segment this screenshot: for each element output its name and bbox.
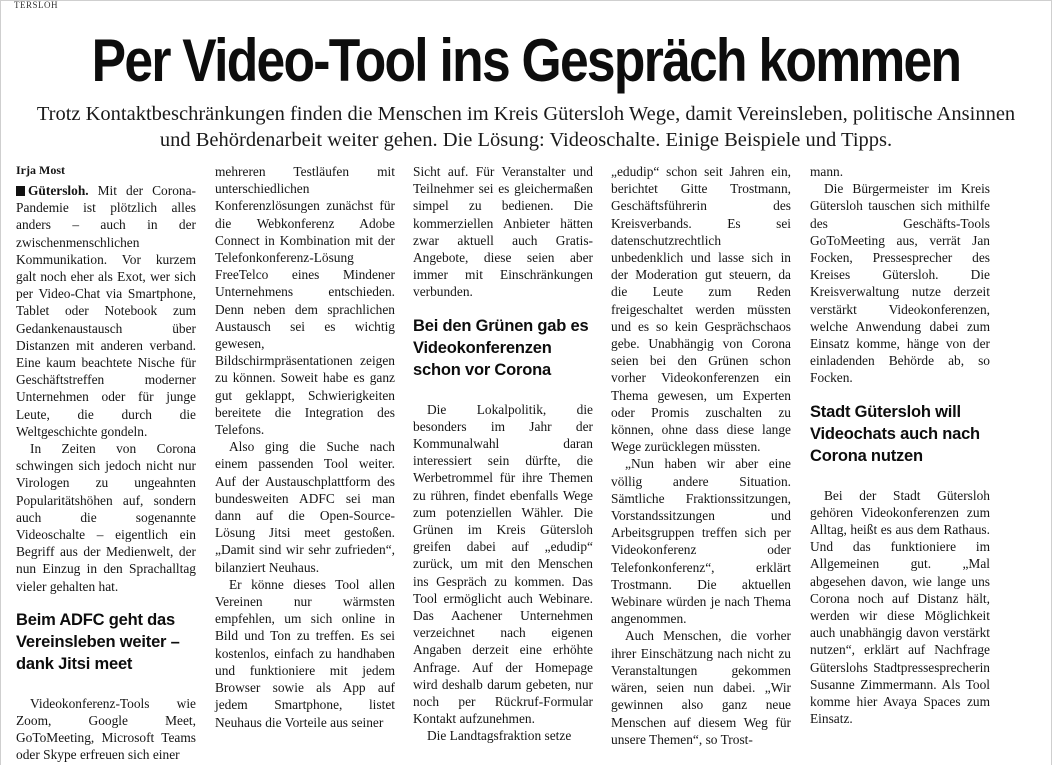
section-heading-stadt: Stadt Gütersloh will Videochats auch nach Corona nutzen bbox=[810, 402, 980, 465]
paragraph: In Zeiten von Corona schwingen sich jedoch nicht nur Virologen zu ungeahnten Popularitätshöhen auf, sondern auch die sogenannte Videoschalte – eigentlich ein Begriff aus der Medienwelt, der nun Einzug in den Sprachalltag vieler gehalten hat. bbox=[16, 441, 196, 594]
paragraph: Also ging die Suche nach einem passenden Tool weiter. Auf der Austauschplattform des bundesweiten ADFC sei man dann auf die Open-Source-Lösung Jitsi meet gestoßen. „Damit sind wir sehr zufrieden“, bilanziert Neuhaus. bbox=[215, 439, 395, 575]
section-heading-adfc: Beim ADFC geht das Vereinsleben weiter – dank Jitsi meet bbox=[16, 610, 180, 673]
section-label: TERSLOH bbox=[14, 0, 58, 10]
section-heading-gruene: Bei den Grünen gab es Videokonferenzen schon vor Corona bbox=[413, 316, 589, 379]
paragraph: Sicht auf. Für Veranstalter und Teilnehmer sei es gleichermaßen simpel zu bedienen. Die kommerziellen Anbieter hätten zwar aktuell auch Gratis-Angebote, diese seien aber immer mit Einschränkungen verbunden. bbox=[413, 164, 593, 300]
text-column-2 bbox=[215, 163, 395, 731]
paragraph: mehreren Testläufen mit unterschiedlichen Konferenzlösungen zunächst für die Webkonferenz Adobe Connect in Kombination mit der Telefonkonferenz-Lösung FreeTelco eines Mindener Unternehmens entschieden. Denn neben dem sprachlichen Austausch sei es wichtig gewesen, Bildschirmpräsentationen zeigen zu können. Soweit habe es ganz gut geklappt, Schwierigkeiten bereitete die Integration des Telefons. bbox=[215, 164, 395, 438]
paragraph: Er könne dieses Tool allen Vereinen nur wärmsten empfehlen, um sich online in Bild und Ton zu treffen. Es sei kostenlos, einfach zu handhaben und funktioniere mit jedem Browser sowie als App auf jedem Smartphone, listet Neuhaus die Vorteile aus seiner bbox=[215, 576, 395, 730]
dateline: Gütersloh. bbox=[28, 183, 89, 198]
bullet-square-icon bbox=[16, 186, 25, 196]
text-column-3 bbox=[413, 163, 593, 745]
paragraph: Die Bürgermeister im Kreis Gütersloh tauschen sich mithilfe des Geschäfts-Tools GoToMeeting aus, verrät Jan Focken, Pressesprecher des Kreises Gütersloh. Die Kreisverwaltung nutze derzeit verstärkt Videokonferenzen, welche Anwendung dabei zum Einsatz komme, hänge von der einladenden Behörde ab, so Focken. bbox=[810, 181, 990, 386]
paragraph: Die Lokalpolitik, die besonders im Jahr der Kommunalwahl daran interessiert sein dürfte, die Werbetrommel für ihre Themen zu rühren, findet ebenfalls Wege zum potenziellen Wähler. Die Grünen im Kreis Gütersloh greifen dabei auf „edudip“ zurück, um mit den Menschen ins Gespräch zu kommen. Das Tool ermöglicht auch Webinare. Das Aachener Unternehmen verzeichnet nach eigenen Angaben derzeit eine erhöhte Anfrage. Auf der Homepage wird deshalb darum gebeten, nur noch per Rückruf-Formular Kontakt aufzunehmen. bbox=[413, 401, 593, 727]
paragraph: Bei der Stadt Gütersloh gehören Videokonferenzen zum Alltag, heißt es aus dem Rathaus. Und das funktioniere im Allgemeinen gut. „Mal abgesehen davon, wie lange uns Corona noch auf Distanz hält, werden wir diese Möglichkeit auch unabhängig davon verstärkt nutzen“, erklärt auf Nachfrage Güterslohs Stadtpressesprecherin Susanne Zimmermann. Als Tool komme hier Avaya Spaces zum Einsatz. bbox=[810, 487, 990, 727]
paragraph-intro bbox=[16, 182, 196, 440]
paragraph: „edudip“ schon seit Jahren ein, berichtet Gitte Trostmann, Geschäftsführerin des Kreisverbands. Es sei datenschutzrechtlich unbedenklich und lasse sich in der Moderation gut steuern, da die Leute zum Reden freigeschaltet werden müssten und es so kein Gesprächschaos gebe. Unabhängig von Corona seien bei den Grünen schon vorher Videokonferenzen ein Thema gewesen, um Experten oder Promis zuschalten zu können, ohne dass diese lange Wege zurücklegen müssten. bbox=[611, 164, 791, 455]
author-byline: Irja Most bbox=[16, 163, 65, 177]
text-column-1 bbox=[16, 163, 196, 764]
paragraph: mann. bbox=[810, 164, 844, 179]
paragraph: „Nun haben wir aber eine völlig andere Situation. Sämtliche Fraktionssitzungen, Vorstandssitzungen und Arbeitsgruppen treffen sich per Videokonferenz oder Telefonkonferenz“, erklärt Trostmann. Die aktuellen Webinare würden je nach Thema angenommen. bbox=[611, 456, 791, 627]
paragraph: Auch Menschen, die vorher ihrer Einschätzung nach nicht zu Veranstaltungen gekommen wären, seien nun dabei. „Wir gewinnen also ganz neue Menschen auf diesem Weg für unsere Themen“, so Trost- bbox=[611, 628, 791, 747]
paragraph: Videokonferenz-Tools wie Zoom, Google Meet, GoToMeeting, Microsoft Teams oder Skype erfreuen sich einer bbox=[16, 695, 196, 763]
text-column-4 bbox=[611, 163, 791, 748]
text-column-5 bbox=[810, 163, 990, 727]
paragraph: Die Landtagsfraktion setze bbox=[427, 728, 572, 744]
paragraph-intro-text: Mit der Corona-Pandemie ist plötzlich alles anders – auch in der zwischenmenschlichen Kommunikation. Vor kurzem galt noch eher als Exot, wer sich per Video-Chat via Smartphone, Tablet oder Notebook zum Gedankenaustausch über Distanzen mit anderen verband. Eine kaum beachtete Nische für Geschäftstreffen moderner Unternehmen oder für junge Leute, die durch die Weltgeschichte gondeln. bbox=[16, 183, 196, 439]
article-headline: Per Video-Tool ins Gespräch kommen bbox=[91, 27, 961, 94]
article-subheadline: Trotz Kontaktbeschränkungen finden die Menschen im Kreis Gütersloh Wege, damit Vereinsleben, politische Ansinnen und Behördenarbeit weiter gehen. Die Lösung: Videoschalte. Einige Beispiele und Tipps. bbox=[36, 103, 1016, 151]
